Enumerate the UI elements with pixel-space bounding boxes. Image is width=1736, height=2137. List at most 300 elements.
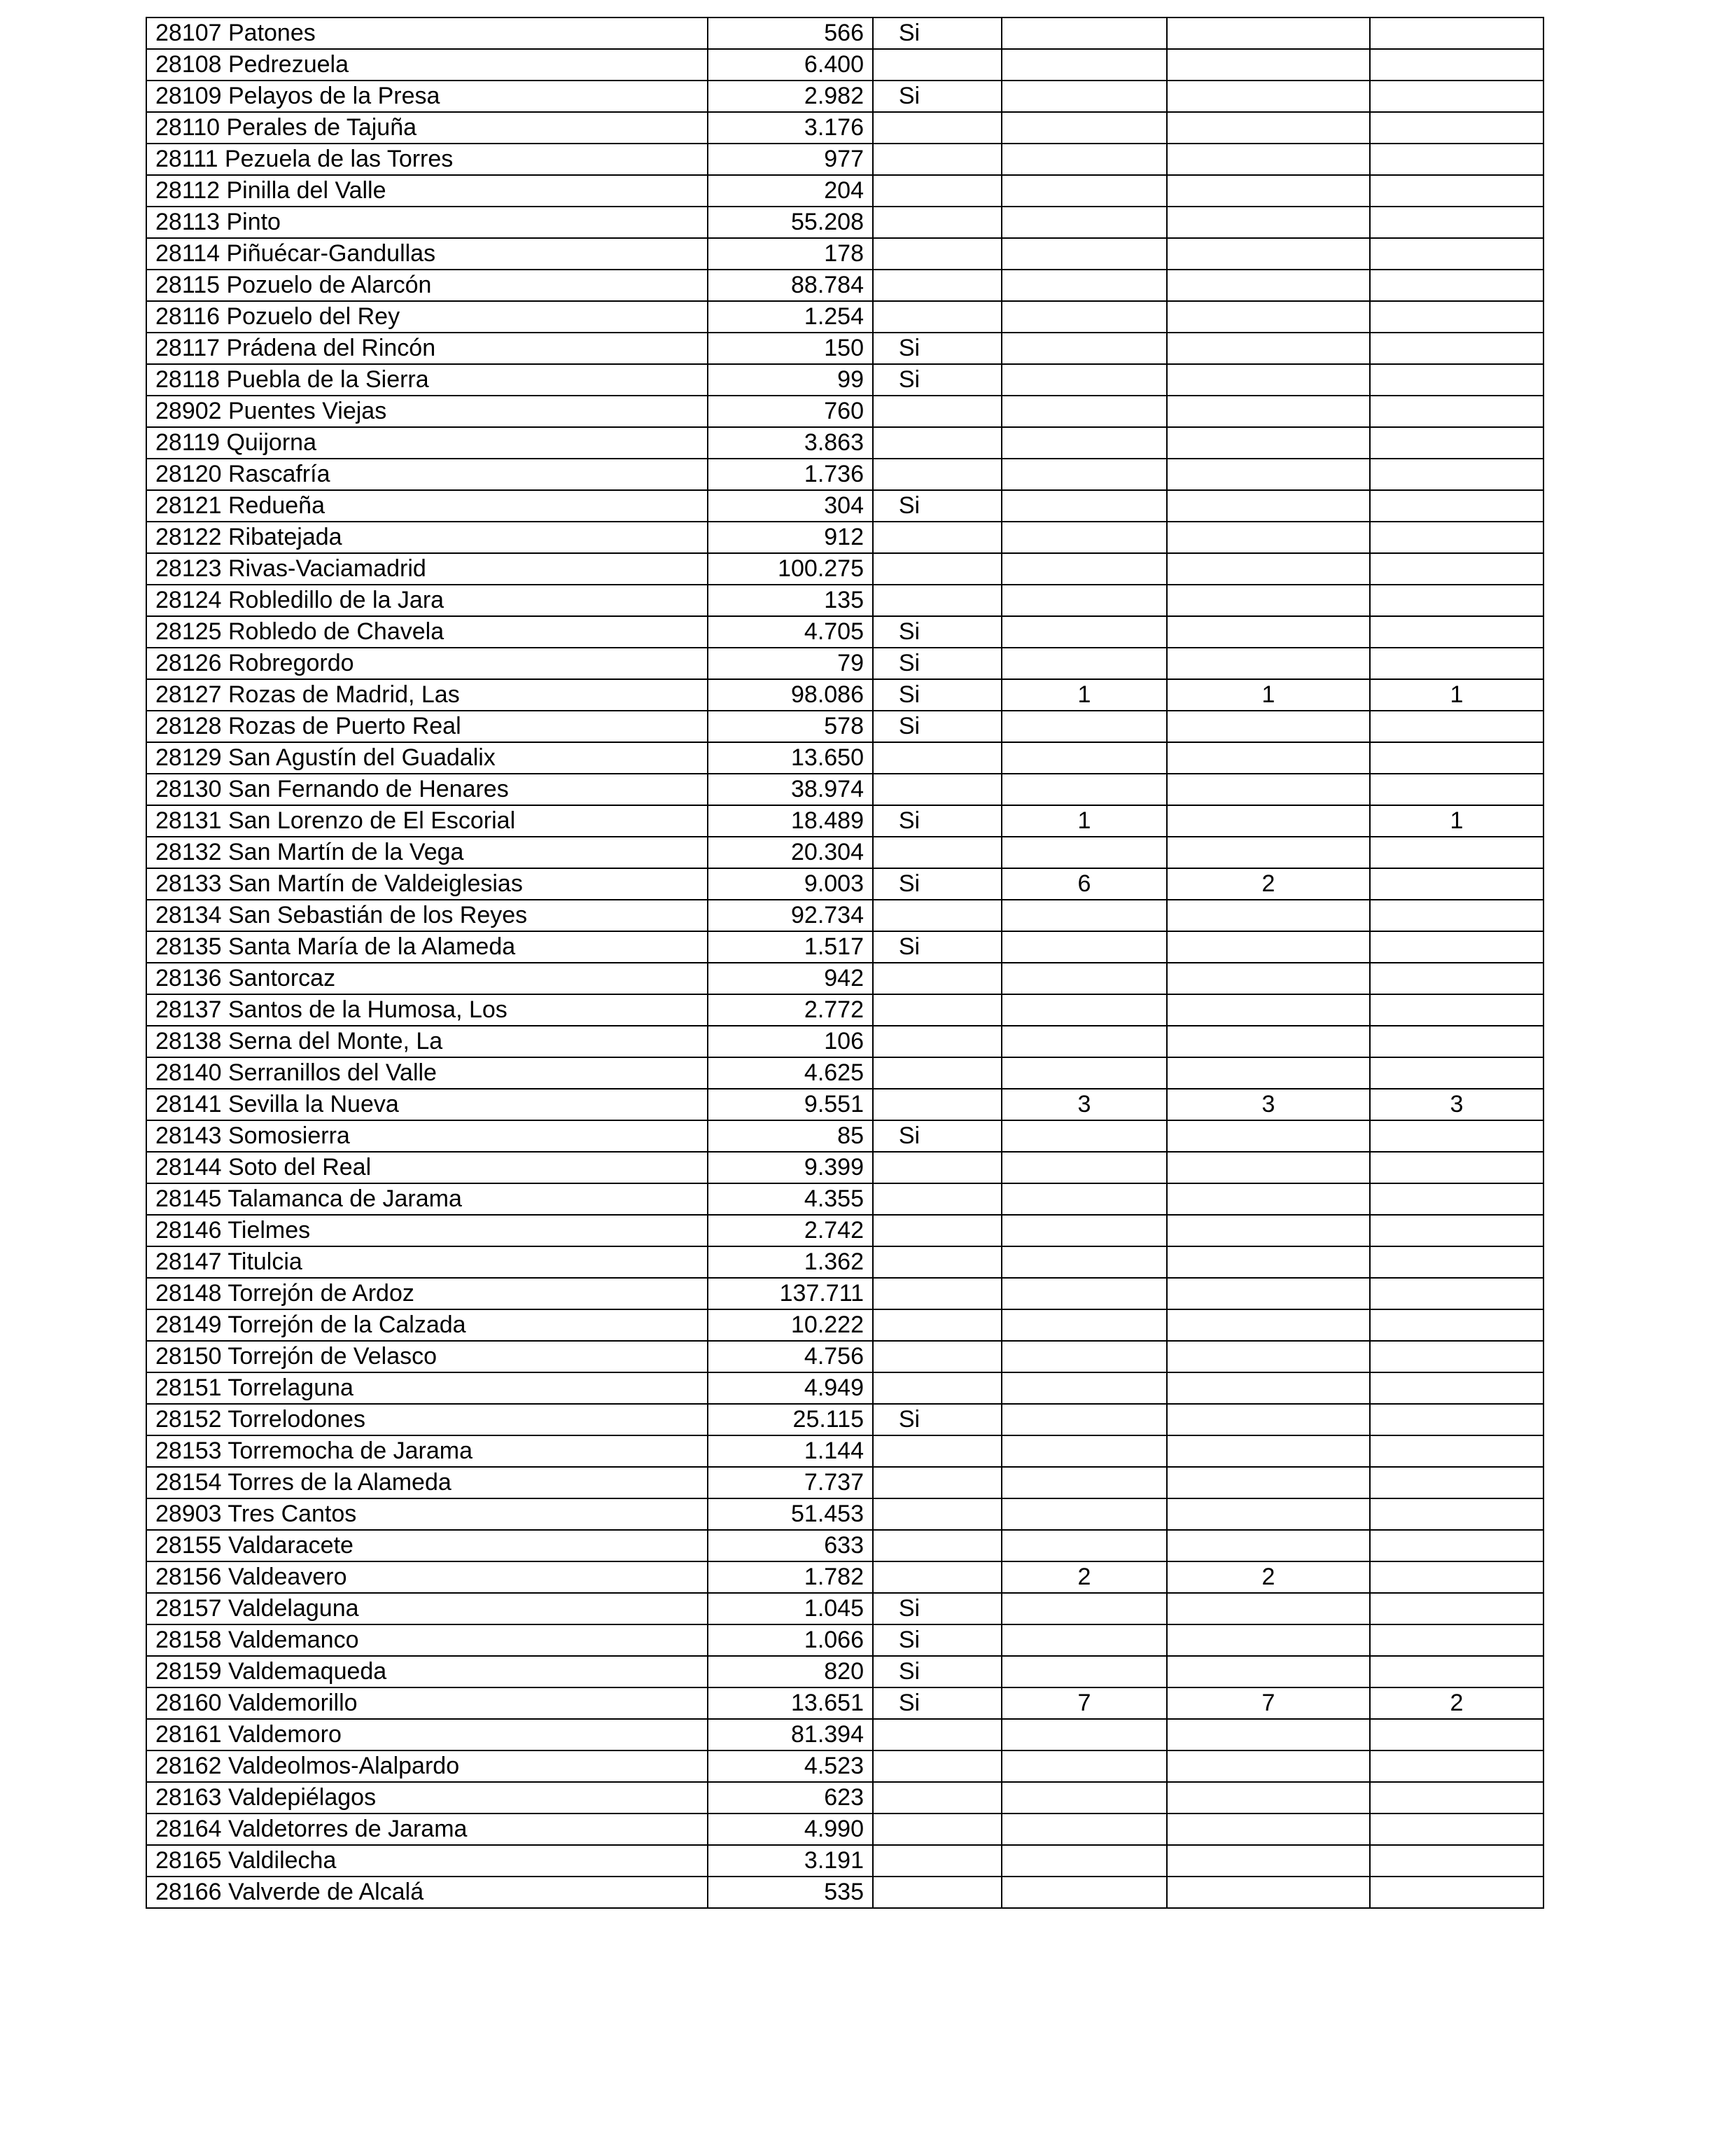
count-c-cell bbox=[1370, 1877, 1544, 1908]
count-a-cell bbox=[1002, 490, 1167, 522]
count-b-cell bbox=[1167, 459, 1370, 490]
flag-cell bbox=[873, 585, 1002, 616]
count-c-cell bbox=[1370, 1814, 1544, 1845]
table-row bbox=[146, 963, 1544, 994]
population-cell: 578 bbox=[708, 711, 873, 742]
population-cell: 4.756 bbox=[708, 1341, 873, 1372]
population-cell: 4.990 bbox=[708, 1814, 873, 1845]
count-c-cell bbox=[1370, 900, 1544, 931]
count-c-cell bbox=[1370, 1309, 1544, 1341]
population-cell: 566 bbox=[708, 18, 873, 49]
population-cell: 20.304 bbox=[708, 837, 873, 868]
population-cell: 2.772 bbox=[708, 994, 873, 1026]
population-cell: 100.275 bbox=[708, 553, 873, 585]
municipality-name-cell: 28130 San Fernando de Henares bbox=[146, 774, 708, 805]
municipality-name-cell: 28144 Soto del Real bbox=[146, 1152, 708, 1183]
population-cell: 38.974 bbox=[708, 774, 873, 805]
table-row bbox=[146, 1246, 1544, 1278]
municipality-name-cell: 28120 Rascafría bbox=[146, 459, 708, 490]
population-cell: 633 bbox=[708, 1530, 873, 1561]
flag-cell bbox=[873, 1561, 1002, 1593]
count-b-cell bbox=[1167, 963, 1370, 994]
table-row bbox=[146, 553, 1544, 585]
count-b-cell bbox=[1167, 1719, 1370, 1750]
population-cell: 9.551 bbox=[708, 1089, 873, 1120]
count-c-cell bbox=[1370, 301, 1544, 333]
count-a-cell bbox=[1002, 364, 1167, 396]
count-c-cell bbox=[1370, 364, 1544, 396]
flag-cell bbox=[873, 1341, 1002, 1372]
table-row bbox=[146, 1341, 1544, 1372]
count-c-cell bbox=[1370, 1593, 1544, 1624]
flag-cell bbox=[873, 18, 1002, 49]
count-b-cell bbox=[1167, 427, 1370, 459]
municipality-name-cell: 28162 Valdeolmos-Alalpardo bbox=[146, 1750, 708, 1782]
municipality-name-cell: 28131 San Lorenzo de El Escorial bbox=[146, 805, 708, 837]
count-a-cell: 6 bbox=[1002, 868, 1167, 900]
table-row bbox=[146, 1845, 1544, 1877]
municipality-name-cell: 28156 Valdeavero bbox=[146, 1561, 708, 1593]
flag-value: Si bbox=[898, 807, 920, 834]
count-a-cell bbox=[1002, 1057, 1167, 1089]
count-b-cell bbox=[1167, 238, 1370, 270]
flag-value: Si bbox=[898, 1406, 920, 1433]
municipality-table bbox=[146, 17, 1544, 1909]
population-cell: 1.045 bbox=[708, 1593, 873, 1624]
count-b-cell bbox=[1167, 1278, 1370, 1309]
flag-cell bbox=[873, 616, 1002, 648]
count-b-cell bbox=[1167, 1057, 1370, 1089]
municipality-name-cell: 28155 Valdaracete bbox=[146, 1530, 708, 1561]
count-c-cell bbox=[1370, 1246, 1544, 1278]
flag-cell bbox=[873, 1687, 1002, 1719]
count-a-cell bbox=[1002, 18, 1167, 49]
municipality-name-cell: 28149 Torrejón de la Calzada bbox=[146, 1309, 708, 1341]
count-c-cell bbox=[1370, 931, 1544, 963]
count-a-cell bbox=[1002, 396, 1167, 427]
population-cell: 1.736 bbox=[708, 459, 873, 490]
table-row bbox=[146, 459, 1544, 490]
count-c-cell bbox=[1370, 1719, 1544, 1750]
count-c-cell bbox=[1370, 81, 1544, 112]
flag-value: Si bbox=[898, 870, 920, 897]
population-cell: 13.651 bbox=[708, 1687, 873, 1719]
municipality-name-cell: 28123 Rivas-Vaciamadrid bbox=[146, 553, 708, 585]
municipality-name-cell: 28122 Ribatejada bbox=[146, 522, 708, 553]
count-b-cell bbox=[1167, 522, 1370, 553]
municipality-name-cell: 28159 Valdemaqueda bbox=[146, 1656, 708, 1687]
count-c-cell bbox=[1370, 1624, 1544, 1656]
count-b-cell bbox=[1167, 1593, 1370, 1624]
count-c-cell bbox=[1370, 553, 1544, 585]
table-row bbox=[146, 679, 1544, 711]
count-a-cell bbox=[1002, 648, 1167, 679]
count-b-cell bbox=[1167, 1120, 1370, 1152]
count-c-cell bbox=[1370, 994, 1544, 1026]
table-row bbox=[146, 364, 1544, 396]
count-c-cell bbox=[1370, 963, 1544, 994]
municipality-name-cell: 28158 Valdemanco bbox=[146, 1624, 708, 1656]
table-row bbox=[146, 1215, 1544, 1246]
count-a-cell bbox=[1002, 963, 1167, 994]
table-row bbox=[146, 49, 1544, 81]
flag-cell bbox=[873, 364, 1002, 396]
count-b-cell bbox=[1167, 301, 1370, 333]
municipality-name-cell: 28129 San Agustín del Guadalix bbox=[146, 742, 708, 774]
count-c-cell: 1 bbox=[1370, 679, 1544, 711]
count-a-cell bbox=[1002, 1750, 1167, 1782]
table-row bbox=[146, 427, 1544, 459]
flag-value: Si bbox=[898, 83, 920, 109]
count-a-cell bbox=[1002, 1278, 1167, 1309]
table-row bbox=[146, 238, 1544, 270]
flag-cell bbox=[873, 1498, 1002, 1530]
count-a-cell bbox=[1002, 1498, 1167, 1530]
count-b-cell bbox=[1167, 1372, 1370, 1404]
count-a-cell bbox=[1002, 774, 1167, 805]
count-b-cell bbox=[1167, 553, 1370, 585]
count-a-cell bbox=[1002, 1593, 1167, 1624]
population-cell: 1.517 bbox=[708, 931, 873, 963]
flag-cell bbox=[873, 900, 1002, 931]
municipality-name-cell: 28146 Tielmes bbox=[146, 1215, 708, 1246]
municipality-name-cell: 28112 Pinilla del Valle bbox=[146, 175, 708, 207]
count-a-cell bbox=[1002, 144, 1167, 175]
table-row bbox=[146, 616, 1544, 648]
municipality-name-cell: 28902 Puentes Viejas bbox=[146, 396, 708, 427]
table-row bbox=[146, 1561, 1544, 1593]
count-b-cell bbox=[1167, 1215, 1370, 1246]
count-c-cell bbox=[1370, 1404, 1544, 1435]
count-b-cell bbox=[1167, 1624, 1370, 1656]
flag-value: Si bbox=[898, 713, 920, 739]
count-a-cell bbox=[1002, 270, 1167, 301]
count-a-cell bbox=[1002, 175, 1167, 207]
flag-cell bbox=[873, 490, 1002, 522]
count-a-cell bbox=[1002, 1372, 1167, 1404]
flag-cell bbox=[873, 1026, 1002, 1057]
flag-cell bbox=[873, 1593, 1002, 1624]
table-row bbox=[146, 1877, 1544, 1908]
flag-cell bbox=[873, 175, 1002, 207]
count-a-cell bbox=[1002, 207, 1167, 238]
count-a-cell bbox=[1002, 1309, 1167, 1341]
flag-cell bbox=[873, 963, 1002, 994]
count-b-cell bbox=[1167, 1750, 1370, 1782]
population-cell: 3.176 bbox=[708, 112, 873, 144]
count-b-cell bbox=[1167, 175, 1370, 207]
flag-value: Si bbox=[898, 20, 920, 46]
count-c-cell bbox=[1370, 427, 1544, 459]
count-c-cell bbox=[1370, 1845, 1544, 1877]
count-c-cell bbox=[1370, 1183, 1544, 1215]
flag-cell bbox=[873, 1372, 1002, 1404]
population-cell: 942 bbox=[708, 963, 873, 994]
count-c-cell bbox=[1370, 1498, 1544, 1530]
population-cell: 55.208 bbox=[708, 207, 873, 238]
count-a-cell: 3 bbox=[1002, 1089, 1167, 1120]
municipality-name-cell: 28115 Pozuelo de Alarcón bbox=[146, 270, 708, 301]
table-row bbox=[146, 1593, 1544, 1624]
municipality-name-cell: 28132 San Martín de la Vega bbox=[146, 837, 708, 868]
count-b-cell bbox=[1167, 585, 1370, 616]
population-cell: 178 bbox=[708, 238, 873, 270]
table-row bbox=[146, 1309, 1544, 1341]
count-c-cell bbox=[1370, 648, 1544, 679]
table-row bbox=[146, 931, 1544, 963]
flag-cell bbox=[873, 396, 1002, 427]
municipality-name-cell: 28166 Valverde de Alcalá bbox=[146, 1877, 708, 1908]
table-row bbox=[146, 270, 1544, 301]
count-a-cell bbox=[1002, 1719, 1167, 1750]
table-row bbox=[146, 1467, 1544, 1498]
flag-cell bbox=[873, 49, 1002, 81]
count-c-cell bbox=[1370, 396, 1544, 427]
flag-cell bbox=[873, 868, 1002, 900]
flag-cell bbox=[873, 1750, 1002, 1782]
count-a-cell bbox=[1002, 711, 1167, 742]
count-a-cell bbox=[1002, 238, 1167, 270]
count-a-cell bbox=[1002, 1120, 1167, 1152]
count-b-cell bbox=[1167, 711, 1370, 742]
population-cell: 3.191 bbox=[708, 1845, 873, 1877]
population-cell: 92.734 bbox=[708, 900, 873, 931]
municipality-name-cell: 28138 Serna del Monte, La bbox=[146, 1026, 708, 1057]
flag-cell bbox=[873, 1215, 1002, 1246]
table-body bbox=[146, 18, 1544, 1908]
flag-value: Si bbox=[898, 1690, 920, 1716]
municipality-name-cell: 28157 Valdelaguna bbox=[146, 1593, 708, 1624]
table-row bbox=[146, 301, 1544, 333]
count-a-cell bbox=[1002, 1026, 1167, 1057]
count-c-cell bbox=[1370, 868, 1544, 900]
flag-cell bbox=[873, 301, 1002, 333]
count-a-cell bbox=[1002, 1782, 1167, 1814]
municipality-name-cell: 28161 Valdemoro bbox=[146, 1719, 708, 1750]
table-row bbox=[146, 1750, 1544, 1782]
flag-cell bbox=[873, 522, 1002, 553]
table-row bbox=[146, 1530, 1544, 1561]
municipality-name-cell: 28135 Santa María de la Alameda bbox=[146, 931, 708, 963]
count-c-cell bbox=[1370, 112, 1544, 144]
count-a-cell: 1 bbox=[1002, 679, 1167, 711]
count-b-cell bbox=[1167, 364, 1370, 396]
table-row bbox=[146, 1687, 1544, 1719]
count-a-cell bbox=[1002, 837, 1167, 868]
count-a-cell bbox=[1002, 333, 1167, 364]
population-cell: 9.003 bbox=[708, 868, 873, 900]
count-b-cell bbox=[1167, 1656, 1370, 1687]
table-row bbox=[146, 207, 1544, 238]
count-b-cell bbox=[1167, 931, 1370, 963]
flag-cell bbox=[873, 774, 1002, 805]
municipality-name-cell: 28165 Valdilecha bbox=[146, 1845, 708, 1877]
count-c-cell bbox=[1370, 333, 1544, 364]
flag-cell bbox=[873, 207, 1002, 238]
count-b-cell bbox=[1167, 837, 1370, 868]
count-b-cell bbox=[1167, 1309, 1370, 1341]
table-row bbox=[146, 1404, 1544, 1435]
count-a-cell bbox=[1002, 616, 1167, 648]
count-a-cell bbox=[1002, 1435, 1167, 1467]
population-cell: 4.523 bbox=[708, 1750, 873, 1782]
municipality-name-cell: 28113 Pinto bbox=[146, 207, 708, 238]
flag-cell bbox=[873, 238, 1002, 270]
population-cell: 13.650 bbox=[708, 742, 873, 774]
municipality-name-cell: 28133 San Martín de Valdeiglesias bbox=[146, 868, 708, 900]
count-b-cell bbox=[1167, 1530, 1370, 1561]
municipality-name-cell: 28121 Redueña bbox=[146, 490, 708, 522]
municipality-name-cell: 28119 Quijorna bbox=[146, 427, 708, 459]
flag-value: Si bbox=[898, 492, 920, 519]
municipality-name-cell: 28126 Robregordo bbox=[146, 648, 708, 679]
count-b-cell bbox=[1167, 81, 1370, 112]
table-row bbox=[146, 1026, 1544, 1057]
count-b-cell bbox=[1167, 1246, 1370, 1278]
flag-cell bbox=[873, 270, 1002, 301]
count-a-cell bbox=[1002, 1341, 1167, 1372]
count-c-cell bbox=[1370, 774, 1544, 805]
population-cell: 10.222 bbox=[708, 1309, 873, 1341]
count-a-cell bbox=[1002, 931, 1167, 963]
flag-cell bbox=[873, 1057, 1002, 1089]
population-cell: 88.784 bbox=[708, 270, 873, 301]
count-c-cell bbox=[1370, 522, 1544, 553]
municipality-name-cell: 28125 Robledo de Chavela bbox=[146, 616, 708, 648]
count-c-cell bbox=[1370, 1561, 1544, 1593]
count-c-cell bbox=[1370, 270, 1544, 301]
flag-value: Si bbox=[898, 1595, 920, 1622]
population-cell: 81.394 bbox=[708, 1719, 873, 1750]
count-c-cell bbox=[1370, 1278, 1544, 1309]
municipality-name-cell: 28152 Torrelodones bbox=[146, 1404, 708, 1435]
count-c-cell bbox=[1370, 207, 1544, 238]
count-c-cell bbox=[1370, 742, 1544, 774]
table-row bbox=[146, 1120, 1544, 1152]
flag-cell bbox=[873, 1624, 1002, 1656]
population-cell: 7.737 bbox=[708, 1467, 873, 1498]
municipality-name-cell: 28108 Pedrezuela bbox=[146, 49, 708, 81]
population-cell: 3.863 bbox=[708, 427, 873, 459]
population-cell: 4.705 bbox=[708, 616, 873, 648]
flag-cell bbox=[873, 1435, 1002, 1467]
count-b-cell bbox=[1167, 900, 1370, 931]
count-a-cell bbox=[1002, 1246, 1167, 1278]
flag-cell bbox=[873, 742, 1002, 774]
table-row bbox=[146, 774, 1544, 805]
table-row bbox=[146, 648, 1544, 679]
table-row bbox=[146, 1278, 1544, 1309]
population-cell: 304 bbox=[708, 490, 873, 522]
count-b-cell bbox=[1167, 1467, 1370, 1498]
municipality-name-cell: 28116 Pozuelo del Rey bbox=[146, 301, 708, 333]
count-a-cell bbox=[1002, 553, 1167, 585]
count-b-cell: 2 bbox=[1167, 868, 1370, 900]
count-b-cell: 3 bbox=[1167, 1089, 1370, 1120]
table-row bbox=[146, 396, 1544, 427]
table-row bbox=[146, 333, 1544, 364]
flag-value: Si bbox=[898, 681, 920, 708]
flag-cell bbox=[873, 81, 1002, 112]
table-row bbox=[146, 522, 1544, 553]
flag-cell bbox=[873, 553, 1002, 585]
count-b-cell bbox=[1167, 270, 1370, 301]
table-row bbox=[146, 585, 1544, 616]
table-row bbox=[146, 1057, 1544, 1089]
municipality-name-cell: 28151 Torrelaguna bbox=[146, 1372, 708, 1404]
flag-cell bbox=[873, 427, 1002, 459]
count-b-cell bbox=[1167, 1183, 1370, 1215]
count-a-cell bbox=[1002, 49, 1167, 81]
municipality-name-cell: 28110 Perales de Tajuña bbox=[146, 112, 708, 144]
flag-cell bbox=[873, 1278, 1002, 1309]
population-cell: 9.399 bbox=[708, 1152, 873, 1183]
count-a-cell bbox=[1002, 1656, 1167, 1687]
count-a-cell: 2 bbox=[1002, 1561, 1167, 1593]
count-c-cell bbox=[1370, 175, 1544, 207]
municipality-name-cell: 28114 Piñuécar-Gandullas bbox=[146, 238, 708, 270]
table-row bbox=[146, 1498, 1544, 1530]
count-c-cell bbox=[1370, 1152, 1544, 1183]
table-row bbox=[146, 1372, 1544, 1404]
municipality-name-cell: 28143 Somosierra bbox=[146, 1120, 708, 1152]
population-cell: 1.362 bbox=[708, 1246, 873, 1278]
flag-cell bbox=[873, 1089, 1002, 1120]
count-c-cell bbox=[1370, 1656, 1544, 1687]
count-c-cell bbox=[1370, 238, 1544, 270]
population-cell: 535 bbox=[708, 1877, 873, 1908]
count-c-cell bbox=[1370, 459, 1544, 490]
municipality-name-cell: 28150 Torrejón de Velasco bbox=[146, 1341, 708, 1372]
count-c-cell bbox=[1370, 1341, 1544, 1372]
count-a-cell bbox=[1002, 1215, 1167, 1246]
municipality-name-cell: 28137 Santos de la Humosa, Los bbox=[146, 994, 708, 1026]
municipality-name-cell: 28134 San Sebastián de los Reyes bbox=[146, 900, 708, 931]
table-row bbox=[146, 1183, 1544, 1215]
count-a-cell bbox=[1002, 427, 1167, 459]
count-a-cell bbox=[1002, 1877, 1167, 1908]
count-b-cell bbox=[1167, 144, 1370, 175]
population-cell: 51.453 bbox=[708, 1498, 873, 1530]
table-row bbox=[146, 490, 1544, 522]
municipality-name-cell: 28127 Rozas de Madrid, Las bbox=[146, 679, 708, 711]
count-b-cell bbox=[1167, 1498, 1370, 1530]
municipality-name-cell: 28154 Torres de la Alameda bbox=[146, 1467, 708, 1498]
population-cell: 760 bbox=[708, 396, 873, 427]
count-c-cell bbox=[1370, 1120, 1544, 1152]
count-a-cell bbox=[1002, 522, 1167, 553]
table-row bbox=[146, 81, 1544, 112]
flag-cell bbox=[873, 1845, 1002, 1877]
flag-value: Si bbox=[898, 1122, 920, 1149]
municipality-name-cell: 28117 Prádena del Rincón bbox=[146, 333, 708, 364]
flag-value: Si bbox=[898, 1658, 920, 1685]
population-cell: 1.066 bbox=[708, 1624, 873, 1656]
population-cell: 912 bbox=[708, 522, 873, 553]
count-c-cell bbox=[1370, 711, 1544, 742]
population-cell: 6.400 bbox=[708, 49, 873, 81]
count-a-cell: 7 bbox=[1002, 1687, 1167, 1719]
flag-cell bbox=[873, 459, 1002, 490]
count-c-cell bbox=[1370, 18, 1544, 49]
population-cell: 204 bbox=[708, 175, 873, 207]
municipality-name-cell: 28136 Santorcaz bbox=[146, 963, 708, 994]
count-c-cell: 2 bbox=[1370, 1687, 1544, 1719]
flag-cell bbox=[873, 931, 1002, 963]
count-c-cell bbox=[1370, 585, 1544, 616]
municipality-name-cell: 28128 Rozas de Puerto Real bbox=[146, 711, 708, 742]
flag-cell bbox=[873, 679, 1002, 711]
